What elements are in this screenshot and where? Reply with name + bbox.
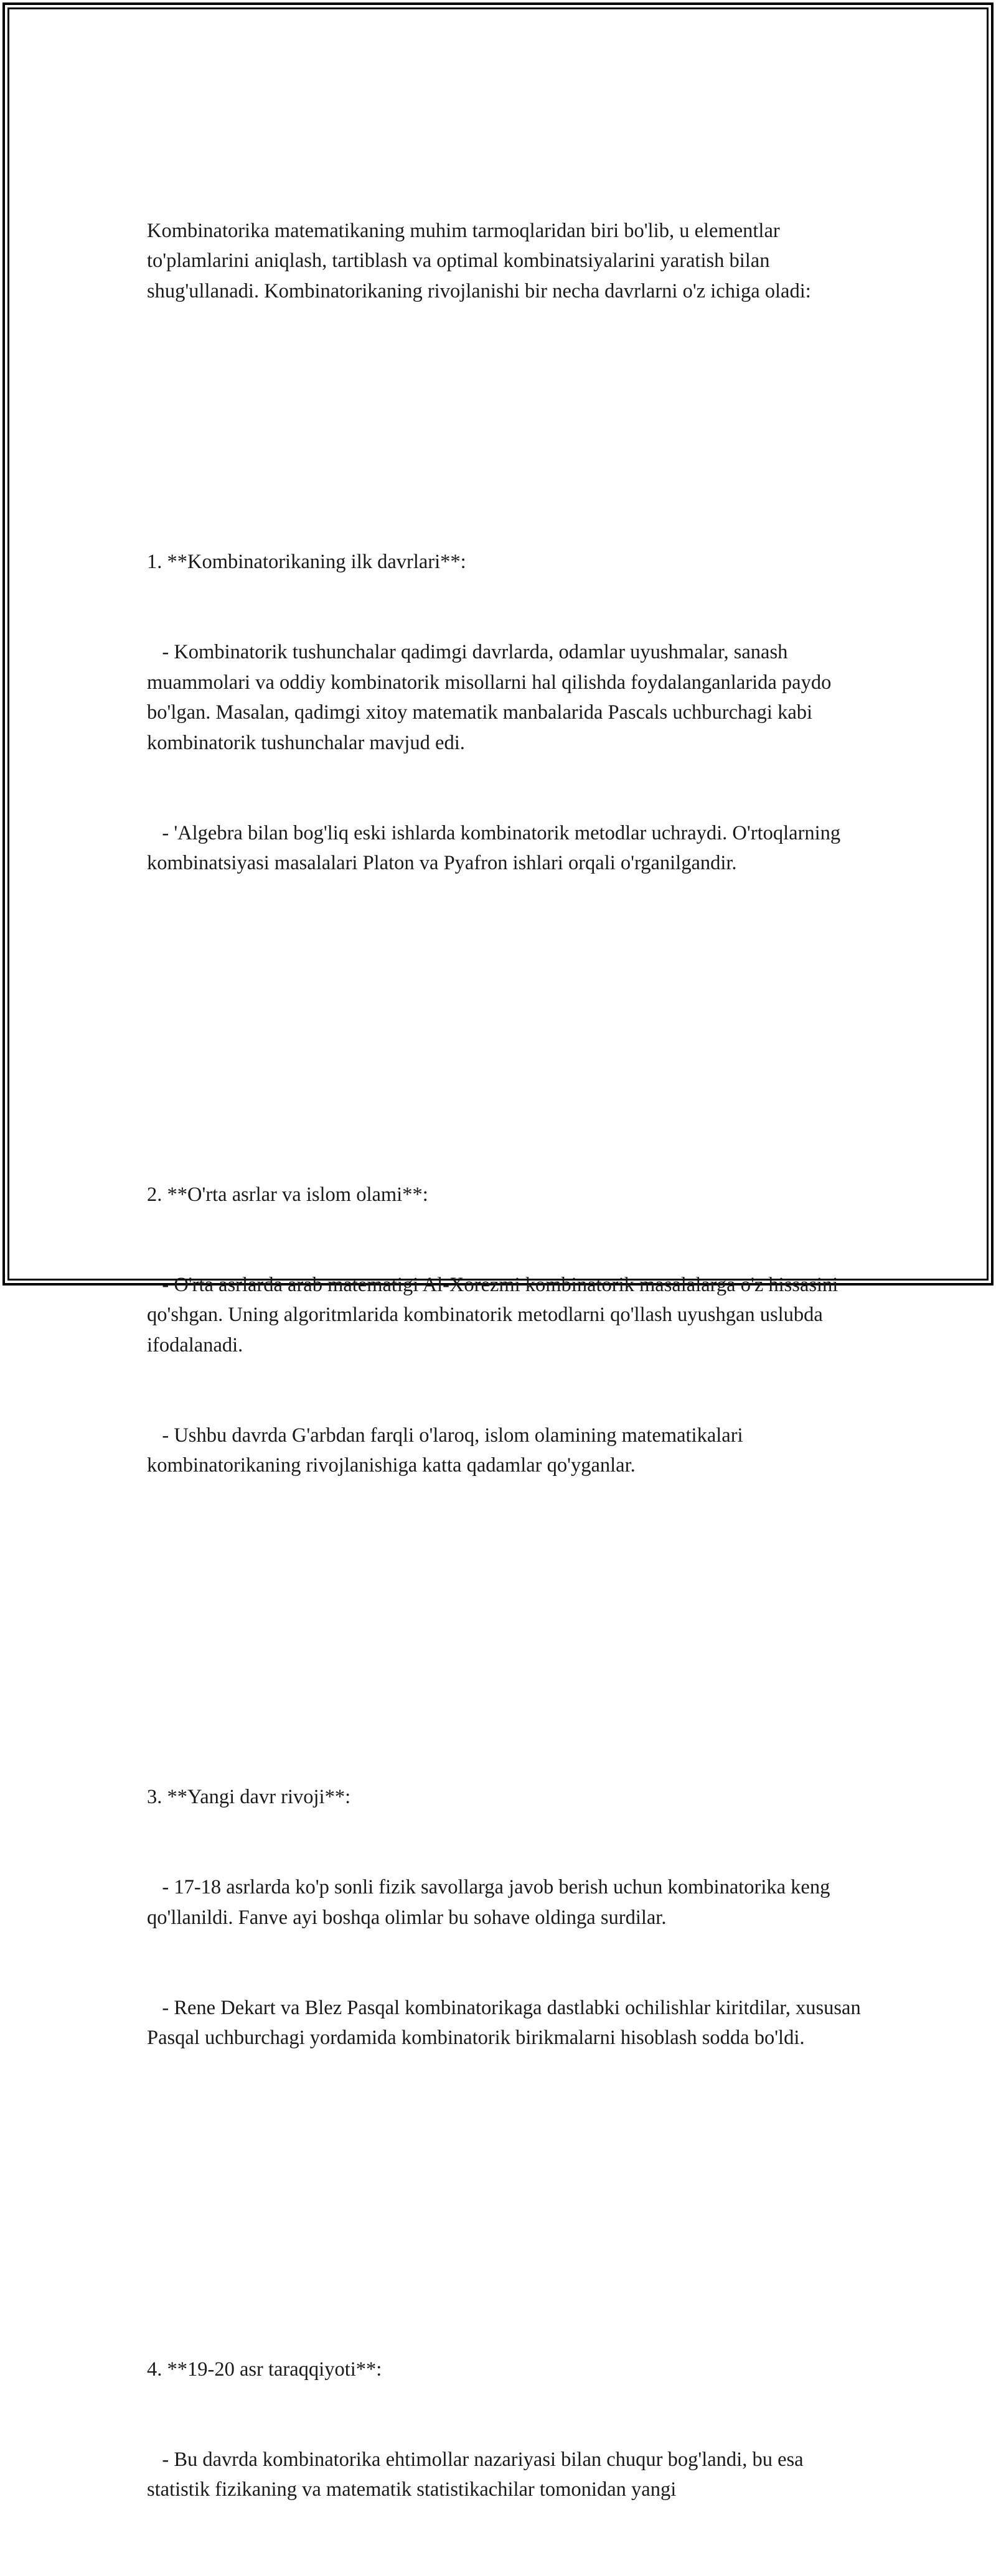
list-item: - Rene Dekart va Blez Pasqal kombinatorikaga dastlabki ochilishlar kiritdilar, xususan Pasqal uchburchagi yordamida kombinatorik birikmalarni hisoblash sodda bo'ldi.	[147, 1996, 866, 2050]
section-2	[147, 1119, 863, 1541]
section-heading: 1. **Kombinatorikaning ilk davrlari**:	[147, 551, 466, 574]
intro-paragraph: Kombinatorika matematikaning muhim tarmoqlaridan biri bo'lib, u elementlar to'plamlarini aniqlash, tartiblash va optimal kombinatsiyalarini yaratish bilan shug'ullanadi. Kombinatorikaning rivojlanishi bir necha davrlarni o'z ichiga oladi:	[147, 219, 811, 302]
spacer	[147, 2173, 863, 2203]
section-4	[147, 2294, 863, 2565]
list-item: - Ushbu davrda G'arbdan farqli o'laroq, islom olamining matematikalari kombinatorikaning rivojlanishiga katta qadamlar qo'yganlar.	[147, 1424, 748, 1477]
section-3	[147, 1722, 866, 2113]
section-heading: 2. **O'rta asrlar va islom olami**:	[147, 1183, 428, 1206]
section-1	[147, 487, 863, 938]
spacer	[147, 1601, 863, 1631]
spacer	[147, 366, 863, 396]
list-item: - 'Algebra bilan bog'liq eski ishlarda kombinatorik metodlar uchraydi. O'rtoqlarning kombinatsiyasi masalalari Platon va Pyafron ishlari orqali o'rganilgandir.	[147, 821, 846, 875]
section-heading: 3. **Yangi davr rivoji**:	[147, 1785, 351, 1808]
document-body	[147, 156, 866, 2576]
list-item: - 17-18 asrlarda ko'p sonli fizik savollarga javob berish uchun kombinatorika keng qo'llanildi. Fanve ayi boshqa olimlar bu sohave oldinga surdilar.	[147, 1876, 835, 1929]
list-item: - O'rta asrlarda arab matematigi Al-Xorezmi kombinatorik masalalarga o'z hissasini qo'shgan. Uning algoritmlarida kombinatorik metodlarni qo'llash uyushgan uslubda ifodalanadi.	[147, 1274, 843, 1356]
section-heading: 4. **19-20 asr taraqqiyoti**:	[147, 2358, 382, 2381]
list-item: - Kombinatorik tushunchalar qadimgi davrlarda, odamlar uyushmalar, sanash muammolari va oddiy kombinatorik misollarni hal qilishda foydalanganlarida paydo bo'lgan. Masalan, qadimgi xitoy matematik manbalarida Pascals uchburchagi kabi kombinatorik tushunchalar mavjud edi.	[147, 641, 837, 754]
spacer	[147, 999, 863, 1029]
list-item: - Bu davrda kombinatorika ehtimollar nazariyasi bilan chuqur bog'landi, bu esa statistik fizikaning va matematik statistikachilar tomonidan yangi	[147, 2448, 809, 2501]
